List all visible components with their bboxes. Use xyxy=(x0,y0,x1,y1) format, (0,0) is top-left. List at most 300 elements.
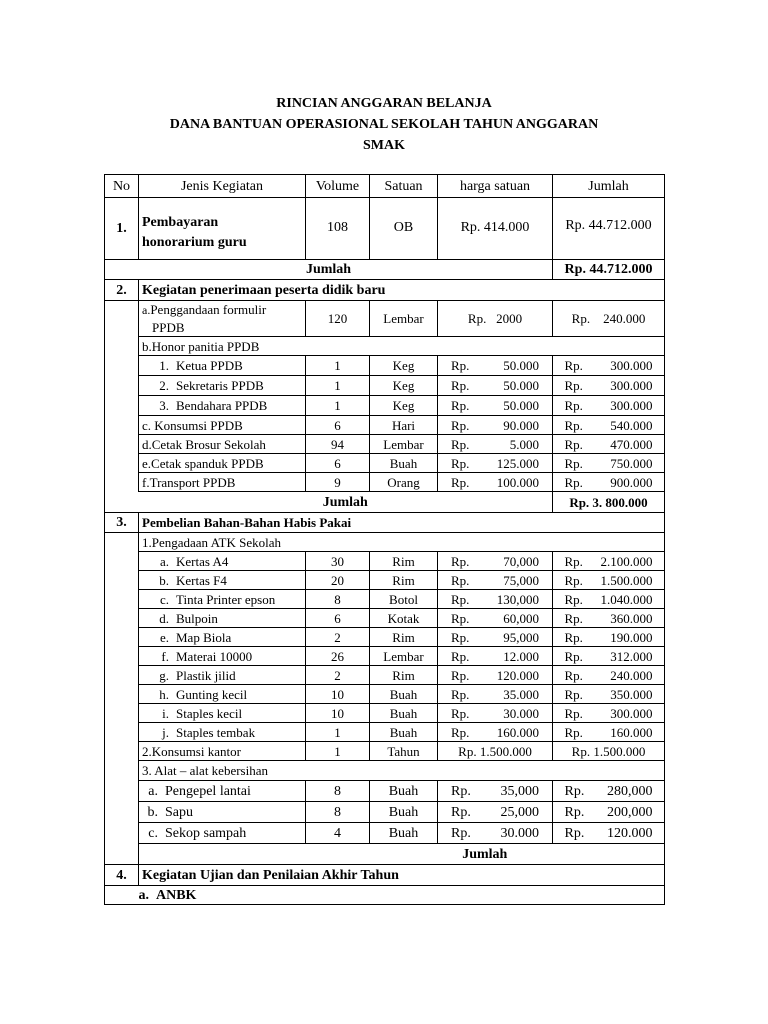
ppdb-item-2-name: e.Cetak spanduk PPDB xyxy=(139,454,306,473)
ppdb-item-1-satuan: Lembar xyxy=(370,435,438,454)
section-4-a-label: a. xyxy=(138,887,149,903)
atk-item-9-satuan: Buah xyxy=(370,723,438,742)
atk-item-3-volume: 6 xyxy=(306,609,370,628)
atk-item-7-jumlah xyxy=(553,685,665,704)
ppdb-item-3-satuan: Orang xyxy=(370,473,438,492)
ppdb-item-0-jumlah-value: 540.000 xyxy=(610,417,653,433)
atk-item-9-harga-rp: Rp. xyxy=(451,724,470,740)
atk-item-8-harga-value: 30.000 xyxy=(503,705,539,721)
honor-item-1-jumlah-value: 300.000 xyxy=(610,378,653,393)
alat-item-1-row xyxy=(105,802,665,823)
atk-item-2-jumlah-value: 1.040.000 xyxy=(600,591,653,607)
atk-item-9-name-text: Staples tembak xyxy=(176,724,256,740)
alat-item-2-harga-value: 30.000 xyxy=(500,825,539,841)
atk-item-5-name xyxy=(139,647,306,666)
atk-item-6-name-text: Plastik jilid xyxy=(176,667,236,683)
alat-item-0-name xyxy=(139,781,306,802)
section-2-a-satuan: Lembar xyxy=(370,301,438,337)
section-2-b-title-row xyxy=(105,337,665,356)
ppdb-item-0-harga xyxy=(438,416,553,435)
atk-item-5-jumlah-value: 312.000 xyxy=(610,648,653,664)
atk-item-0-satuan: Rim xyxy=(370,552,438,571)
alat-item-1-jumlah-value: 200,000 xyxy=(607,804,653,820)
section-2-b-title: b.Honor panitia PPDB xyxy=(139,337,665,356)
honor-item-0-jumlah-value: 300.000 xyxy=(610,358,653,373)
atk-item-4-volume: 2 xyxy=(306,628,370,647)
section-2-a-harga xyxy=(438,301,553,337)
section-2-a-jumlah xyxy=(553,301,665,337)
alat-item-2-volume: 4 xyxy=(306,823,370,844)
atk-item-1-satuan: Rim xyxy=(370,571,438,590)
section-1-harga: Rp. 414.000 xyxy=(438,198,553,260)
alat-item-1-name xyxy=(139,802,306,823)
atk-item-1-name-text: Kertas F4 xyxy=(176,572,227,588)
atk-item-7-jumlah-rp: Rp. xyxy=(564,686,583,702)
atk-item-5-satuan: Lembar xyxy=(370,647,438,666)
ppdb-item-0-name: c. Konsumsi PPDB xyxy=(139,416,306,435)
section-1-name-line1: Pembayaran xyxy=(142,214,219,230)
section-1-satuan: OB xyxy=(370,198,438,260)
atk-item-2-name-text: Tinta Printer epson xyxy=(176,591,276,607)
ppdb-item-1-harga-rp: Rp. xyxy=(451,436,470,452)
atk-item-4-harga xyxy=(438,628,553,647)
atk-item-0-label: a. xyxy=(159,553,169,569)
ppdb-item-3-jumlah-rp: Rp. xyxy=(564,474,583,490)
konsumsi-kantor-satuan: Tahun xyxy=(370,742,438,761)
atk-item-9-jumlah-rp: Rp. xyxy=(564,724,583,740)
atk-item-7-harga-rp: Rp. xyxy=(451,686,470,702)
section-3-sub3-row xyxy=(105,761,665,781)
section-2-title: Kegiatan penerimaan peserta didik baru xyxy=(139,280,665,301)
atk-item-3-label: d. xyxy=(159,610,169,626)
honor-item-1-jumlah-rp: Rp. xyxy=(564,378,583,393)
budget-table xyxy=(104,174,665,905)
atk-item-4-harga-rp: Rp. xyxy=(451,629,470,645)
atk-item-4-row xyxy=(105,628,665,647)
atk-item-2-harga-value: 130,000 xyxy=(496,591,539,607)
atk-item-5-harga-value: 12.000 xyxy=(503,648,539,664)
section-2-a-row xyxy=(105,301,665,337)
honor-item-2-name-text: Bendahara PPDB xyxy=(176,398,268,413)
atk-item-9-volume: 1 xyxy=(306,723,370,742)
atk-item-5-jumlah xyxy=(553,647,665,666)
atk-item-5-harga xyxy=(438,647,553,666)
section-2-a-name1: Penggandaan formulir xyxy=(150,302,267,317)
honor-item-1-harga-rp: Rp. xyxy=(451,378,470,393)
honor-item-0-row xyxy=(105,356,665,376)
ppdb-item-3-harga-value: 100.000 xyxy=(496,474,539,490)
konsumsi-kantor-harga: Rp. 1.500.000 xyxy=(438,742,553,761)
alat-item-1-harga xyxy=(438,802,553,823)
section-4-a-row xyxy=(105,886,665,905)
alat-item-1-satuan: Buah xyxy=(370,802,438,823)
section-3-sub1-row xyxy=(105,533,665,552)
alat-item-0-harga-rp: Rp. xyxy=(451,783,471,799)
alat-item-2-satuan: Buah xyxy=(370,823,438,844)
atk-item-0-harga-value: 70,000 xyxy=(503,553,539,569)
alat-item-1-harga-rp: Rp. xyxy=(451,804,471,820)
atk-item-5-name-text: Materai 10000 xyxy=(176,648,253,664)
honor-item-1-row xyxy=(105,376,665,396)
section-2-total-spacer xyxy=(105,492,139,513)
section-2-title-row xyxy=(105,280,665,301)
atk-item-8-name-text: Staples kecil xyxy=(176,705,243,721)
atk-item-2-jumlah xyxy=(553,590,665,609)
section-1-total-row xyxy=(105,260,665,280)
honor-item-2-harga-rp: Rp. xyxy=(451,398,470,413)
konsumsi-kantor-volume: 1 xyxy=(306,742,370,761)
atk-item-6-name xyxy=(139,666,306,685)
section-3-sub3-title: 3. Alat – alat kebersihan xyxy=(139,761,665,781)
honor-item-1-label: 2. xyxy=(159,378,169,393)
honor-item-1-satuan: Keg xyxy=(370,376,438,396)
atk-item-4-harga-value: 95,000 xyxy=(503,629,539,645)
section-4-a-name xyxy=(139,886,665,905)
atk-item-7-row xyxy=(105,685,665,704)
honor-item-2-name xyxy=(139,396,306,416)
ppdb-item-0-harga-rp: Rp. xyxy=(451,417,470,433)
section-2-total-label: Jumlah xyxy=(139,492,553,513)
alat-item-1-jumlah-rp: Rp. xyxy=(564,804,585,820)
section-2-total: Rp. 3. 800.000 xyxy=(553,492,665,513)
honor-item-0-harga-rp: Rp. xyxy=(451,358,470,373)
alat-item-0-jumlah xyxy=(553,781,665,802)
atk-item-9-row xyxy=(105,723,665,742)
honor-item-0-jumlah xyxy=(553,356,665,376)
header-satuan: Satuan xyxy=(370,175,438,198)
honor-item-2-label: 3. xyxy=(159,398,169,413)
atk-item-6-jumlah xyxy=(553,666,665,685)
ppdb-item-1-name: d.Cetak Brosur Sekolah xyxy=(139,435,306,454)
alat-item-2-jumlah xyxy=(553,823,665,844)
atk-item-3-jumlah xyxy=(553,609,665,628)
alat-item-0-row xyxy=(105,781,665,802)
ppdb-item-0-satuan: Hari xyxy=(370,416,438,435)
atk-item-8-jumlah xyxy=(553,704,665,723)
atk-item-9-jumlah xyxy=(553,723,665,742)
honor-item-2-volume: 1 xyxy=(306,396,370,416)
section-1-no: 1. xyxy=(105,198,139,260)
atk-item-0-volume: 30 xyxy=(306,552,370,571)
section-1-total-label: Jumlah xyxy=(105,260,553,280)
konsumsi-kantor-jumlah: Rp. 1.500.000 xyxy=(553,742,665,761)
section-2-a-name2: PPDB xyxy=(152,320,185,335)
header-row xyxy=(105,175,665,198)
atk-item-3-jumlah-value: 360.000 xyxy=(610,610,653,626)
ppdb-item-1-jumlah xyxy=(553,435,665,454)
ppdb-item-3-harga xyxy=(438,473,553,492)
honor-item-1-harga xyxy=(438,376,553,396)
atk-item-7-harga xyxy=(438,685,553,704)
atk-item-0-harga-rp: Rp. xyxy=(451,553,470,569)
atk-item-3-harga xyxy=(438,609,553,628)
atk-item-8-harga xyxy=(438,704,553,723)
doc-title-line-2: DANA BANTUAN OPERASIONAL SEKOLAH TAHUN ANGGARAN xyxy=(169,117,599,132)
section-2-a-label: a. xyxy=(142,303,151,317)
section-2-a-rp: Rp. xyxy=(467,311,487,326)
alat-item-2-row xyxy=(105,823,665,844)
honor-item-2-row xyxy=(105,396,665,416)
ppdb-item-0-row xyxy=(105,416,665,435)
ppdb-item-0-jumlah-rp: Rp. xyxy=(564,417,583,433)
honor-item-2-jumlah-rp: Rp. xyxy=(564,398,583,413)
atk-item-1-jumlah-rp: Rp. xyxy=(564,572,583,588)
atk-item-4-name xyxy=(139,628,306,647)
atk-item-5-volume: 26 xyxy=(306,647,370,666)
ppdb-item-1-jumlah-rp: Rp. xyxy=(564,436,583,452)
header-jumlah: Jumlah xyxy=(553,175,665,198)
atk-item-3-row xyxy=(105,609,665,628)
header-volume: Volume xyxy=(306,175,370,198)
alat-item-0-jumlah-value: 280,000 xyxy=(607,783,653,799)
alat-item-0-label: a. xyxy=(148,783,158,799)
ppdb-item-3-name: f.Transport PPDB xyxy=(139,473,306,492)
section-2-no: 2. xyxy=(105,280,139,301)
atk-item-2-row xyxy=(105,590,665,609)
atk-item-1-harga xyxy=(438,571,553,590)
alat-item-0-name-text: Pengepel lantai xyxy=(165,783,251,799)
honor-item-0-jumlah-rp: Rp. xyxy=(564,358,583,373)
atk-item-6-jumlah-value: 240.000 xyxy=(610,667,653,683)
section-1-name-line2: honorarium guru xyxy=(142,234,247,250)
atk-item-8-jumlah-value: 300.000 xyxy=(610,705,653,721)
section-1-total: Rp. 44.712.000 xyxy=(553,260,665,280)
section-2-a-harga-value: 2000 xyxy=(496,311,523,326)
section-3-no-spacer xyxy=(105,533,139,865)
atk-item-6-volume: 2 xyxy=(306,666,370,685)
alat-item-2-name xyxy=(139,823,306,844)
atk-item-8-row xyxy=(105,704,665,723)
atk-item-6-row xyxy=(105,666,665,685)
atk-item-4-jumlah xyxy=(553,628,665,647)
section-1-name xyxy=(139,198,306,260)
atk-item-5-row xyxy=(105,647,665,666)
atk-item-3-satuan: Kotak xyxy=(370,609,438,628)
atk-item-8-harga-rp: Rp. xyxy=(451,705,470,721)
ppdb-item-2-row xyxy=(105,454,665,473)
atk-item-1-harga-rp: Rp. xyxy=(451,572,470,588)
atk-item-8-name xyxy=(139,704,306,723)
atk-item-6-harga-rp: Rp. xyxy=(451,667,470,683)
section-2-a-jumlah-value: 240.000 xyxy=(603,311,646,326)
atk-item-6-harga-value: 120.000 xyxy=(496,667,539,683)
honor-item-1-jumlah xyxy=(553,376,665,396)
ppdb-item-2-jumlah xyxy=(553,454,665,473)
atk-item-3-harga-value: 60,000 xyxy=(503,610,539,626)
alat-item-0-satuan: Buah xyxy=(370,781,438,802)
ppdb-item-0-harga-value: 90.000 xyxy=(503,417,539,433)
ppdb-item-3-jumlah xyxy=(553,473,665,492)
atk-item-4-jumlah-rp: Rp. xyxy=(564,629,583,645)
alat-item-0-volume: 8 xyxy=(306,781,370,802)
honor-item-2-harga xyxy=(438,396,553,416)
ppdb-item-3-volume: 9 xyxy=(306,473,370,492)
atk-item-1-row xyxy=(105,571,665,590)
atk-item-2-satuan: Botol xyxy=(370,590,438,609)
atk-item-2-harga-rp: Rp. xyxy=(451,591,470,607)
ppdb-item-2-harga xyxy=(438,454,553,473)
section-3-title-row xyxy=(105,513,665,533)
section-2-a-rp2: Rp. xyxy=(571,311,591,326)
alat-item-2-jumlah-rp: Rp. xyxy=(564,825,585,841)
honor-item-0-volume: 1 xyxy=(306,356,370,376)
alat-item-1-jumlah xyxy=(553,802,665,823)
atk-item-8-volume: 10 xyxy=(306,704,370,723)
atk-item-9-label: j. xyxy=(162,724,169,740)
atk-item-9-name xyxy=(139,723,306,742)
atk-item-6-jumlah-rp: Rp. xyxy=(564,667,583,683)
section-2-a-name xyxy=(139,301,306,337)
section-4-title-row xyxy=(105,865,665,886)
atk-item-5-harga-rp: Rp. xyxy=(451,648,470,664)
atk-item-4-label: e. xyxy=(159,629,169,645)
ppdb-item-0-jumlah xyxy=(553,416,665,435)
atk-item-0-harga xyxy=(438,552,553,571)
atk-item-6-harga xyxy=(438,666,553,685)
atk-item-8-jumlah-rp: Rp. xyxy=(564,705,583,721)
alat-item-2-name-text: Sekop sampah xyxy=(165,825,247,841)
atk-item-9-harga xyxy=(438,723,553,742)
section-3-total-row xyxy=(105,844,665,865)
alat-item-1-volume: 8 xyxy=(306,802,370,823)
section-2-a-name-line1 xyxy=(142,301,302,319)
ppdb-item-1-volume: 94 xyxy=(306,435,370,454)
atk-item-9-jumlah-value: 160.000 xyxy=(610,724,653,740)
honor-item-1-volume: 1 xyxy=(306,376,370,396)
honor-item-0-label: 1. xyxy=(159,358,169,373)
honor-item-2-jumlah-value: 300.000 xyxy=(610,398,653,413)
honor-item-0-satuan: Keg xyxy=(370,356,438,376)
section-3-title: Pembelian Bahan-Bahan Habis Pakai xyxy=(139,513,665,533)
ppdb-item-1-harga xyxy=(438,435,553,454)
section-4-no: 4. xyxy=(105,865,139,886)
konsumsi-kantor-row xyxy=(105,742,665,761)
honor-item-0-harga-value: 50.000 xyxy=(503,358,539,373)
atk-item-0-name-text: Kertas A4 xyxy=(176,553,229,569)
atk-item-2-label: c. xyxy=(159,591,169,607)
ppdb-item-2-harga-rp: Rp. xyxy=(451,455,470,471)
atk-item-2-name xyxy=(139,590,306,609)
atk-item-7-volume: 10 xyxy=(306,685,370,704)
ppdb-item-2-jumlah-value: 750.000 xyxy=(610,455,653,471)
doc-title-line-1: RINCIAN ANGGARAN BELANJA xyxy=(276,96,492,111)
atk-item-7-name-text: Gunting kecil xyxy=(176,686,248,702)
ppdb-item-3-row xyxy=(105,473,665,492)
atk-item-2-jumlah-rp: Rp. xyxy=(564,591,583,607)
atk-item-7-harga-value: 35.000 xyxy=(503,686,539,702)
section-1-volume: 108 xyxy=(306,198,370,260)
atk-item-0-jumlah-value: 2.100.000 xyxy=(600,553,653,569)
honor-item-1-name-text: Sekretaris PPDB xyxy=(176,378,264,393)
alat-item-1-name-text: Sapu xyxy=(165,804,193,820)
atk-item-6-label: g. xyxy=(159,667,169,683)
atk-item-3-harga-rp: Rp. xyxy=(451,610,470,626)
ppdb-item-1-jumlah-value: 470.000 xyxy=(610,436,653,452)
section-4-no-spacer xyxy=(105,886,139,905)
section-2-total-row xyxy=(105,492,665,513)
alat-item-0-jumlah-rp: Rp. xyxy=(564,783,585,799)
header-harga: harga satuan xyxy=(438,175,553,198)
atk-item-7-jumlah-value: 350.000 xyxy=(610,686,653,702)
honor-item-0-name-text: Ketua PPDB xyxy=(176,358,243,373)
section-3-total-label: Jumlah xyxy=(306,844,665,865)
atk-item-1-volume: 20 xyxy=(306,571,370,590)
konsumsi-kantor-name: 2.Konsumsi kantor xyxy=(139,742,306,761)
header-jenis: Jenis Kegiatan xyxy=(139,175,306,198)
honor-item-2-harga-value: 50.000 xyxy=(503,398,539,413)
atk-item-2-volume: 8 xyxy=(306,590,370,609)
doc-title-line-3: SMAK xyxy=(363,138,405,153)
atk-item-6-satuan: Rim xyxy=(370,666,438,685)
section-3-no: 3. xyxy=(105,513,139,533)
atk-item-5-label: f. xyxy=(161,648,169,664)
alat-item-2-label: c. xyxy=(148,825,158,841)
alat-item-1-label: b. xyxy=(147,804,158,820)
atk-item-4-name-text: Map Biola xyxy=(176,629,232,645)
section-1-jumlah: Rp. 44.712.000 xyxy=(553,198,665,260)
atk-item-3-name xyxy=(139,609,306,628)
atk-item-1-harga-value: 75,000 xyxy=(503,572,539,588)
section-3-sub1-title: 1.Pengadaan ATK Sekolah xyxy=(139,533,665,552)
atk-item-0-row xyxy=(105,552,665,571)
ppdb-item-3-harga-rp: Rp. xyxy=(451,474,470,490)
honor-item-1-harga-value: 50.000 xyxy=(503,378,539,393)
atk-item-1-name xyxy=(139,571,306,590)
atk-item-1-jumlah-value: 1.500.000 xyxy=(600,572,653,588)
atk-item-1-label: b. xyxy=(159,572,169,588)
atk-item-7-name xyxy=(139,685,306,704)
ppdb-item-1-row xyxy=(105,435,665,454)
ppdb-item-3-jumlah-value: 900.000 xyxy=(610,474,653,490)
atk-item-0-jumlah-rp: Rp. xyxy=(564,553,583,569)
alat-item-0-harga-value: 35,000 xyxy=(500,783,539,799)
alat-item-2-harga-rp: Rp. xyxy=(451,825,471,841)
header-no: No xyxy=(105,175,139,198)
atk-item-9-harga-value: 160.000 xyxy=(496,724,539,740)
section-1-row xyxy=(105,198,665,260)
honor-item-2-jumlah xyxy=(553,396,665,416)
atk-item-8-satuan: Buah xyxy=(370,704,438,723)
atk-item-7-satuan: Buah xyxy=(370,685,438,704)
atk-item-5-jumlah-rp: Rp. xyxy=(564,648,583,664)
ppdb-item-2-jumlah-rp: Rp. xyxy=(564,455,583,471)
alat-item-2-jumlah-value: 120.000 xyxy=(607,825,653,841)
atk-item-4-jumlah-value: 190.000 xyxy=(610,629,653,645)
section-2-a-volume: 120 xyxy=(306,301,370,337)
section-4-title: Kegiatan Ujian dan Penilaian Akhir Tahun xyxy=(139,865,665,886)
section-2-no-spacer xyxy=(105,301,139,492)
honor-item-0-name xyxy=(139,356,306,376)
ppdb-item-2-harga-value: 125.000 xyxy=(496,455,539,471)
ppdb-item-0-volume: 6 xyxy=(306,416,370,435)
alat-item-1-harga-value: 25,000 xyxy=(500,804,539,820)
atk-item-3-jumlah-rp: Rp. xyxy=(564,610,583,626)
atk-item-8-label: i. xyxy=(162,705,169,721)
honor-item-0-harga xyxy=(438,356,553,376)
atk-item-3-name-text: Bulpoin xyxy=(176,610,218,626)
section-4-a-name-text: ANBK xyxy=(156,887,197,903)
atk-item-7-label: h. xyxy=(159,686,169,702)
ppdb-item-2-satuan: Buah xyxy=(370,454,438,473)
atk-item-1-jumlah xyxy=(553,571,665,590)
honor-item-1-name xyxy=(139,376,306,396)
atk-item-0-name xyxy=(139,552,306,571)
atk-item-4-satuan: Rim xyxy=(370,628,438,647)
atk-item-0-jumlah xyxy=(553,552,665,571)
atk-item-2-harga xyxy=(438,590,553,609)
ppdb-item-2-volume: 6 xyxy=(306,454,370,473)
honor-item-2-satuan: Keg xyxy=(370,396,438,416)
